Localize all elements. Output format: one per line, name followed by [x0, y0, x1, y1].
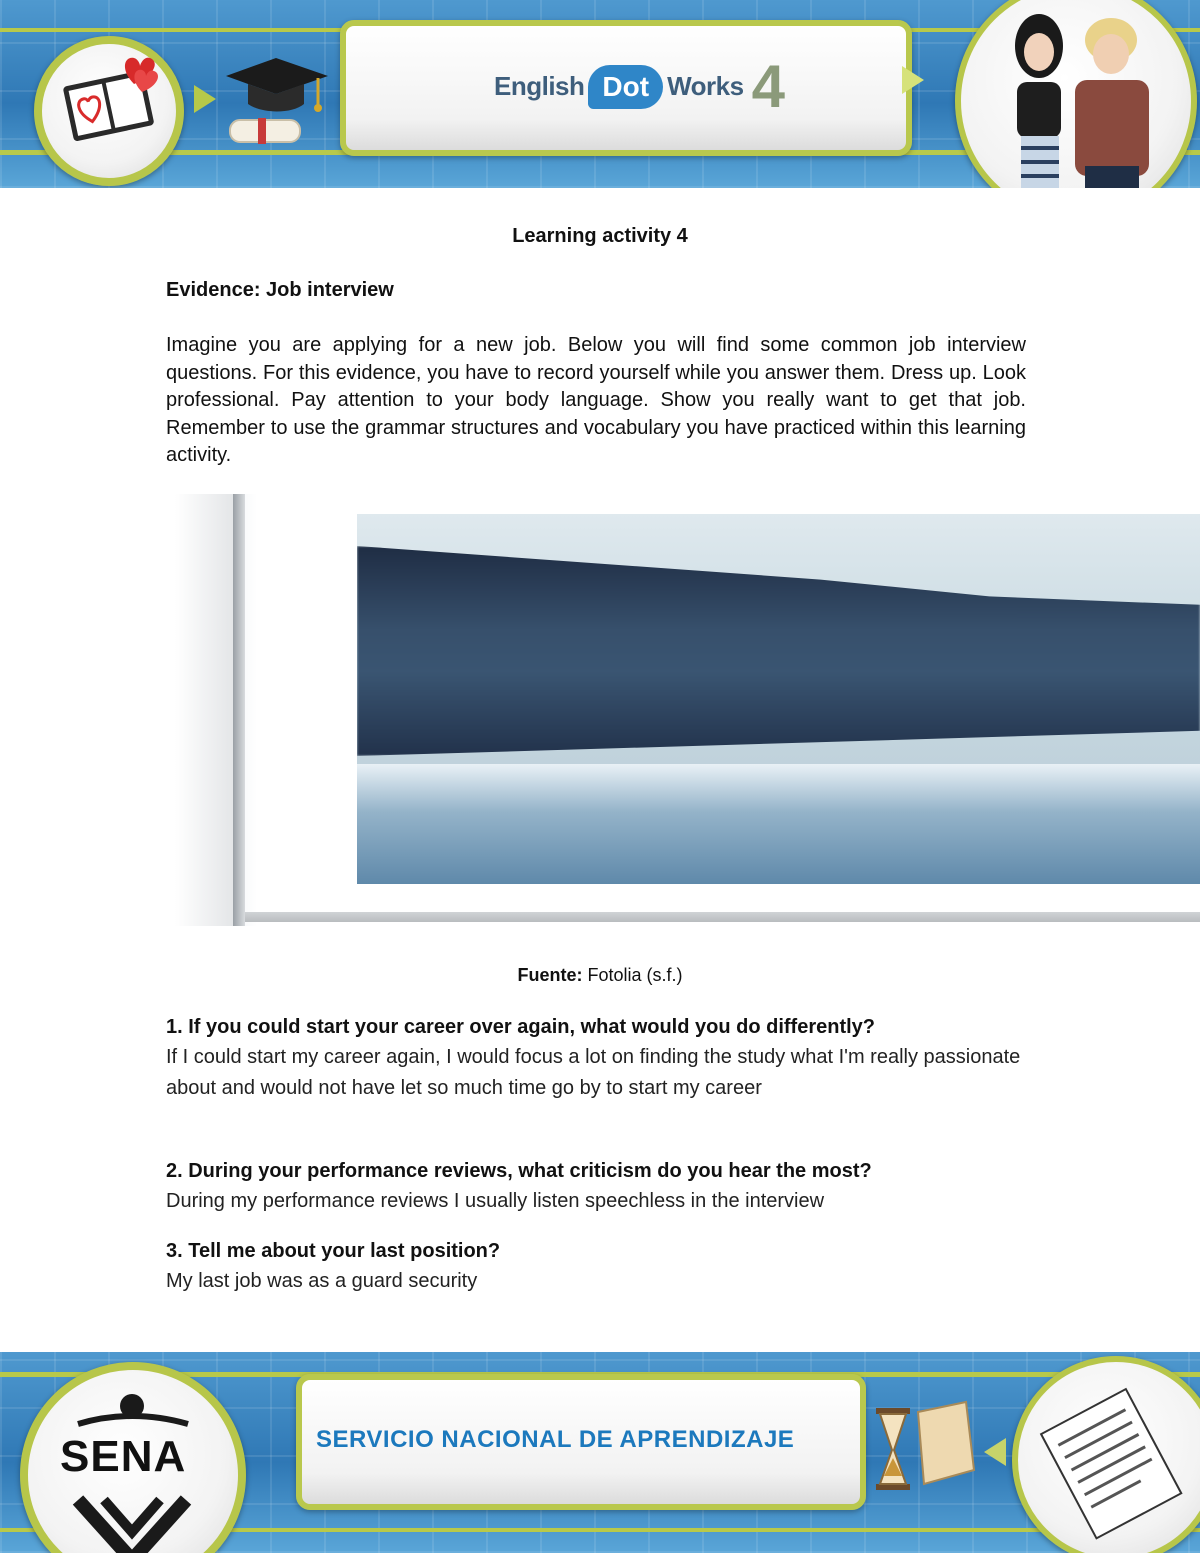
photo-water — [357, 764, 1200, 884]
logo-number: 4 — [751, 53, 785, 120]
question-text: 3. Tell me about your last position? — [166, 1240, 501, 1262]
agenda-circle — [34, 36, 184, 186]
sena-wordmark: SENA — [60, 1432, 187, 1481]
question-text: 1. If you could start your career over again, what would you do differently? — [166, 1016, 876, 1038]
footer-banner — [0, 1352, 1200, 1553]
photo-floor — [245, 912, 1200, 922]
arrow-icon — [902, 66, 924, 94]
hourglass-scroll-icon — [866, 1392, 986, 1512]
documents-icon — [1018, 1362, 1200, 1553]
answer-text: During my performance reviews I usually listen speechless in the interview — [166, 1190, 825, 1212]
characters-circle — [955, 0, 1197, 188]
photo-image — [175, 494, 1200, 926]
logo-works: Works — [667, 71, 744, 101]
graduation-cap-icon — [218, 50, 334, 150]
qa-item — [166, 1016, 1026, 1104]
documents-circle — [1012, 1356, 1200, 1553]
intro-paragraph: Imagine you are applying for a new job. Below you will find some common job interview questions. For this evidence, you have to record yourself while you answer them. Dress up. Look professional. Pay attention to your body language. Show you really want to get that job. Remember to use the grammar structures and vocabulary you have practiced within this learning activity. — [166, 334, 1026, 466]
header-banner — [0, 0, 1200, 188]
logo-dot: Dot — [588, 65, 663, 109]
evidence-heading: Evidence: Job interview — [166, 279, 394, 301]
sena-logo-circle — [20, 1362, 246, 1553]
agenda-heart-icon — [42, 44, 176, 178]
english-dot-works-logo — [494, 52, 785, 121]
source-label: Fuente: — [517, 965, 583, 985]
image-source — [0, 965, 1200, 986]
source-value: Fotolia (s.f.) — [582, 965, 683, 985]
page-title: Learning activity 4 — [512, 225, 688, 247]
qa-item — [166, 1160, 1026, 1217]
answer-text: My last job was as a guard security — [166, 1270, 478, 1292]
arrow-icon — [194, 85, 216, 113]
arrow-icon — [984, 1438, 1006, 1466]
institution-panel — [296, 1374, 866, 1510]
characters-illustration-icon — [961, 0, 1191, 188]
logo-panel — [340, 20, 912, 156]
answer-text: If I could start my career again, I would focus a lot on finding the study what I'm really passionate about and would not have let so much time go by to start my career — [166, 1046, 1021, 1099]
photo-shade — [175, 494, 235, 926]
institution-name: SERVICIO NACIONAL DE APRENDIZAJE — [316, 1426, 795, 1453]
logo-english: English — [494, 71, 585, 101]
question-text: 2. During your performance reviews, what criticism do you hear the most? — [166, 1160, 872, 1182]
photo-pole — [233, 494, 245, 926]
qa-item — [166, 1240, 1026, 1297]
